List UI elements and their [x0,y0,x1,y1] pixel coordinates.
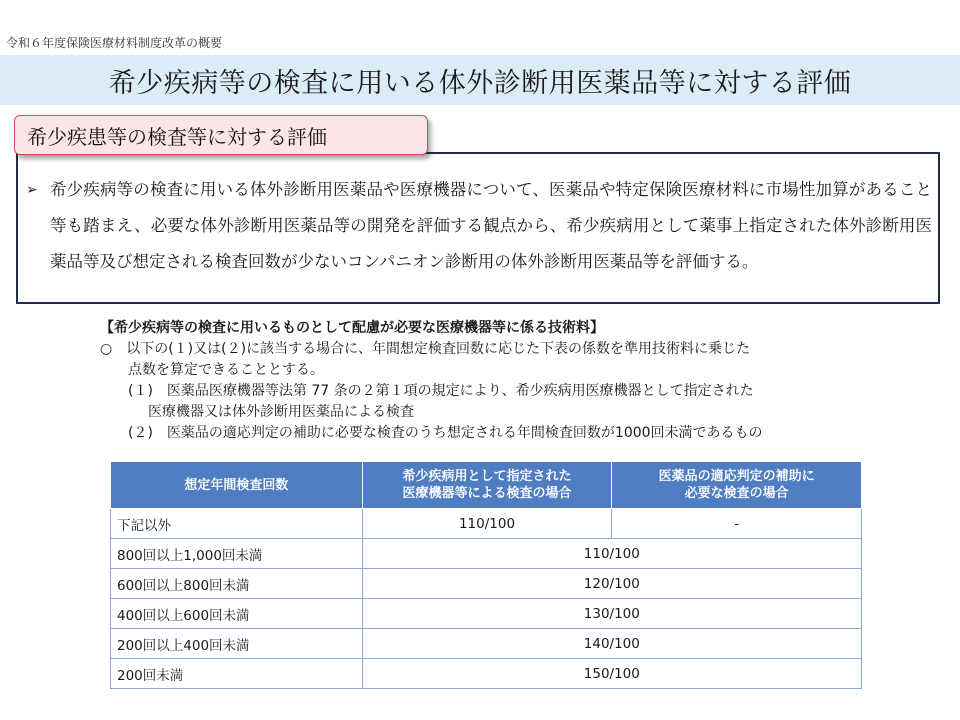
table-row [111,599,862,629]
header-label: 令和６年度保険医療材料制度改革の概要 [6,36,223,50]
row-label: 200回以上400回未満 [111,629,363,659]
header-companion-line2: 必要な検査の場合 [684,486,789,501]
section-tab [14,115,428,155]
row-value: 140/100 [362,629,861,659]
header-annual-count: 想定年間検査回数 [111,462,363,509]
header-companion-line1: 医薬品の適応判定の補助に [658,469,815,484]
table-row [111,569,862,599]
header-rare-disease-line1: 希少疾病用として指定された [402,469,572,484]
note-block [100,318,880,444]
row-label: 下記以外 [111,509,363,539]
header-companion [612,462,862,509]
row-label: 200回未満 [111,659,363,689]
note-heading: 【希少疾病等の検査に用いるものとして配慮が必要な医療機器等に係る技術料】 [100,320,604,336]
header-rare-disease [362,462,612,509]
header-rare-disease-line2: 医療機器等による検査の場合 [402,486,572,501]
row-value: 120/100 [362,569,861,599]
table-row [111,539,862,569]
table-header-row [111,462,862,509]
summary-text: 希少疾病等の検査に用いる体外診断用医薬品や医療機器について、医薬品や特定保険医療材料に市場性加算があること等も踏まえ、必要な体外診断用医薬品等の開発を評価する観点から、希少疾病用として薬事上指定された体外診断用医薬品等及び想定される検査回数が少ないコンパニオン診断用の体外診断用医薬品等を評価する。 [50,180,932,271]
note-item-2: (２) 医薬品の適応判定の補助に必要な検査のうち想定される年間検査回数が1000回未満であるもの [128,425,763,441]
note-item-1-cont: 医療機器又は体外診断用医薬品による検査 [148,404,414,420]
row-value-companion: - [612,509,862,539]
note-item-1: (１) 医薬品医療機器等法第 77 条の２第１項の規定により、希少疾病用医療機器として指定された [128,383,754,399]
note-line: 点数を算定できることとする。 [128,362,324,378]
summary-bullet [26,172,932,280]
table-row [111,509,862,539]
coefficient-table [110,461,862,689]
section-tab-label: 希少疾患等の検査等に対する評価 [27,124,327,149]
row-value-rare: 110/100 [362,509,612,539]
row-value: 130/100 [362,599,861,629]
row-label: 800回以上1,000回未満 [111,539,363,569]
arrow-bullet-icon: ➢ [26,182,38,198]
row-label: 400回以上600回未満 [111,599,363,629]
table-row [111,629,862,659]
row-value: 110/100 [362,539,861,569]
page-title-text: 希少疾病等の検査に用いる体外診断用医薬品等に対する評価 [108,67,852,99]
page-title [0,55,960,105]
row-value: 150/100 [362,659,861,689]
row-label: 600回以上800回未満 [111,569,363,599]
note-line: ○ 以下の(１)又は(２)に該当する場合に、年間想定検査回数に応じた下表の係数を準用技術料に乗じた [100,341,751,357]
table-row [111,659,862,689]
